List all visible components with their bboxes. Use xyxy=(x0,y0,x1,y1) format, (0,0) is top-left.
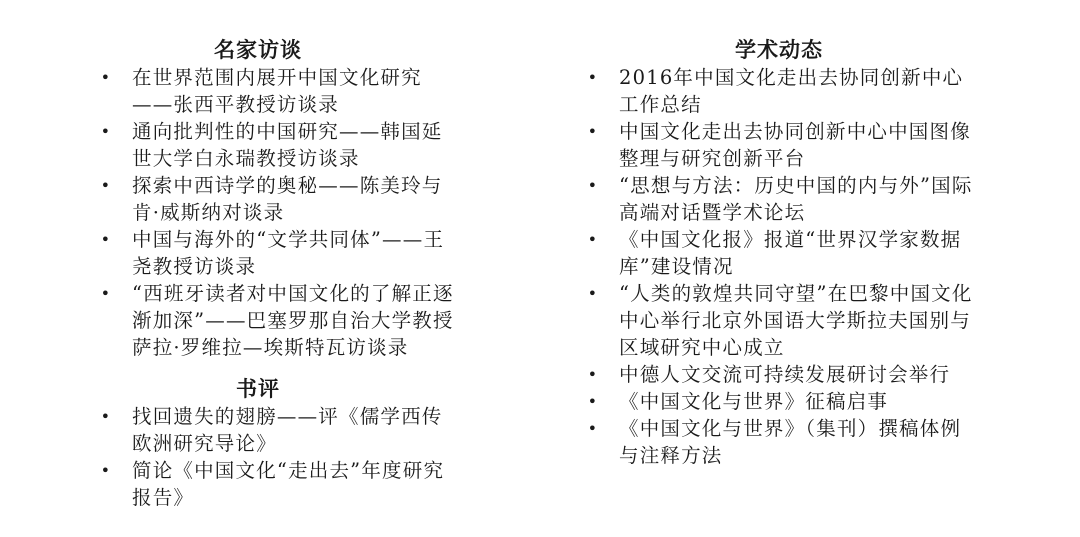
bullet-icon: • xyxy=(587,284,599,303)
list-item xyxy=(583,361,981,388)
item-text: “思想与方法：历史中国的内与外”国际高端对话暨学术论坛 xyxy=(619,174,973,224)
bullet-icon: • xyxy=(587,230,599,249)
bullet-icon: • xyxy=(587,176,599,195)
interviews-heading: 名家访谈 xyxy=(214,37,302,62)
news-heading: 学术动态 xyxy=(735,37,823,62)
news-list xyxy=(583,64,1003,469)
item-text: 中德人文交流可持续发展研讨会举行 xyxy=(619,363,951,386)
reviews-heading: 书评 xyxy=(236,376,280,401)
list-item xyxy=(96,226,462,280)
bullet-icon: • xyxy=(587,365,599,384)
bullet-icon: • xyxy=(587,392,599,411)
list-item xyxy=(583,172,981,226)
bullet-icon: • xyxy=(100,461,112,480)
item-text: 中国与海外的“文学共同体”——王尧教授访谈录 xyxy=(132,228,445,278)
list-item xyxy=(96,403,462,457)
bullet-icon: • xyxy=(587,68,599,87)
item-text: 2016年中国文化走出去协同创新中心工作总结 xyxy=(619,66,964,116)
right-column xyxy=(583,0,1003,469)
bullet-icon: • xyxy=(587,122,599,141)
item-text: 中国文化走出去协同创新中心中国图像整理与研究创新平台 xyxy=(619,120,971,170)
bullet-icon: • xyxy=(100,176,112,195)
bullet-icon: • xyxy=(100,284,112,303)
item-text: “西班牙读者对中国文化的了解正逐渐加深”——巴塞罗那自治大学教授萨拉·罗维拉—埃斯特瓦访谈录 xyxy=(132,282,454,359)
list-item xyxy=(583,226,981,280)
list-item xyxy=(583,280,981,361)
list-item xyxy=(583,388,981,415)
item-text: 通向批判性的中国研究——韩国延世大学白永瑞教授访谈录 xyxy=(132,120,443,170)
list-item xyxy=(96,64,462,118)
item-text: 在世界范围内展开中国文化研究——张西平教授访谈录 xyxy=(132,66,422,116)
list-item xyxy=(583,415,981,469)
item-text: 《中国文化与世界》（集刊）撰稿体例与注释方法 xyxy=(619,417,962,467)
item-text: 《中国文化报》报道“世界汉学家数据库”建设情况 xyxy=(619,228,962,278)
bullet-icon: • xyxy=(587,419,599,438)
list-item xyxy=(96,172,462,226)
left-column xyxy=(96,0,516,511)
reviews-list xyxy=(96,403,516,511)
list-item xyxy=(96,118,462,172)
list-item xyxy=(96,280,462,361)
bullet-icon: • xyxy=(100,122,112,141)
list-item xyxy=(583,64,981,118)
bullet-icon: • xyxy=(100,68,112,87)
item-text: 《中国文化与世界》征稿启事 xyxy=(619,390,889,413)
bullet-icon: • xyxy=(100,230,112,249)
interviews-list xyxy=(96,64,516,361)
bullet-icon: • xyxy=(100,407,112,426)
item-text: 找回遗失的翅膀——评《儒学西传欧洲研究导论》 xyxy=(132,405,443,455)
item-text: 简论《中国文化“走出去”年度研究报告》 xyxy=(132,459,445,509)
item-text: “人类的敦煌共同守望”在巴黎中国文化中心举行北京外国语大学斯拉夫国别与区域研究中心成立 xyxy=(619,282,973,359)
item-text: 探索中西诗学的奥秘——陈美玲与肯·威斯纳对谈录 xyxy=(132,174,443,224)
list-item xyxy=(583,118,981,172)
list-item xyxy=(96,457,462,511)
